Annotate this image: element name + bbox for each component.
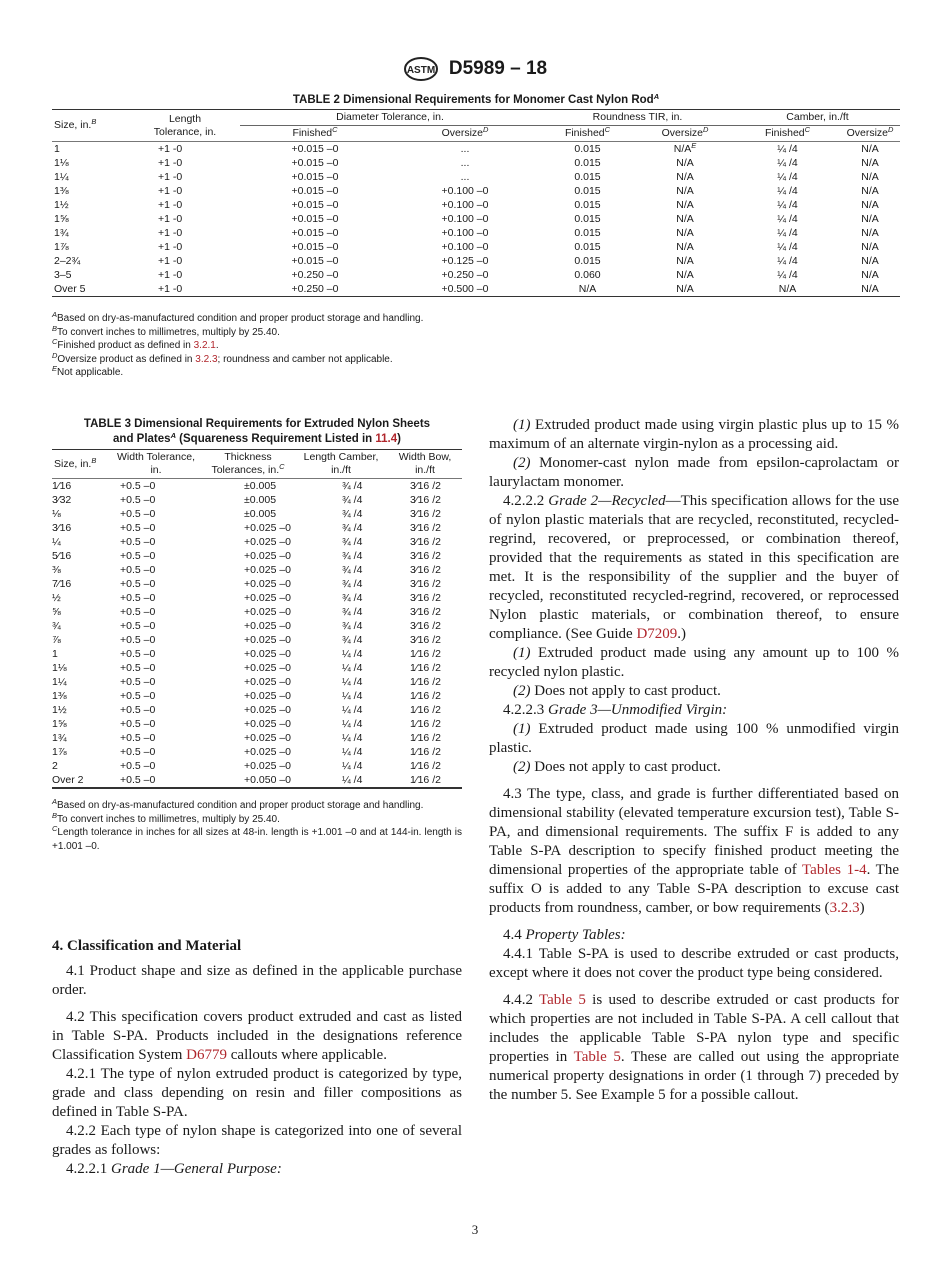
- table-row: [52, 226, 900, 240]
- table-cell: ¾ /4: [342, 536, 363, 548]
- table-cell: +0.5 –0: [120, 480, 156, 492]
- table-cell: +0.025 –0: [244, 564, 292, 576]
- table-cell: +0.5 –0: [120, 620, 156, 632]
- table-cell: ⅝: [52, 606, 61, 618]
- table-cell: +0.5 –0: [120, 704, 156, 716]
- table-cell: ⅞: [52, 634, 61, 646]
- table-cell: N/A: [861, 269, 879, 281]
- table-row: [52, 703, 462, 717]
- table-cell: +1 -0: [158, 143, 183, 155]
- table-cell: 3⁄16 /2: [410, 480, 441, 492]
- grade1-item-1: (1) Extruded product made using virgin plastic plus up to 15 % maximum of an alternate virgin-nylon as a processing aid.: [489, 417, 899, 452]
- table-cell: ¼ /4: [777, 157, 798, 169]
- table-cell: 3⁄16 /2: [410, 606, 441, 618]
- section-link[interactable]: 3.2.3: [195, 353, 218, 365]
- table-cell: ¼ /4: [777, 227, 798, 239]
- table-cell: +0.025 –0: [244, 606, 292, 618]
- table-cell: N/A: [861, 185, 879, 197]
- table-row: [52, 619, 462, 633]
- table-cell: +0.5 –0: [120, 550, 156, 562]
- table-cell: ¼ /4: [777, 213, 798, 225]
- table-row: [52, 647, 462, 661]
- table-cell: +0.5 –0: [120, 578, 156, 590]
- table-cell: 1: [52, 648, 58, 660]
- header-finished: Finished$^C$: [735, 126, 840, 142]
- footnote: $^B$To convert inches to millimetres, multiply by 25.40.: [52, 323, 280, 338]
- table-cell: 0.015: [574, 143, 601, 155]
- table-cell: ¼ /4: [342, 662, 363, 674]
- table-cell: 0.015: [574, 171, 601, 183]
- table-cell: ¼ /4: [294, 773, 388, 788]
- table-cell: +0.125 –0: [441, 255, 489, 267]
- table-cell: 3⁄16 /2: [410, 592, 441, 604]
- table-cell: ⅛: [52, 508, 61, 520]
- table-cell: ±0.005: [244, 494, 277, 506]
- table-cell: ...: [460, 157, 470, 169]
- paragraph-4-2-2-2: 4.2.2.2 Grade 2—Recycled—This specification allows for the use of nylon plastic materials that are recycled, reconstituted, recycled-regrind, recovered, or preprocessed, or combination thereof, provided that the requirements as stated in this specification are met. It is the responsibility of the supplier and the buyer of recycled, reconstituted recycled-regrind, recovered, or reprocessed Nylon plastic materials, or combination thereof, to ensure compliance. (See Guide D7209.): [489, 493, 899, 642]
- footnote: $^A$Based on dry-as-manufactured condition and proper product storage and handling.: [52, 310, 424, 324]
- table-cell: +0.025 –0: [244, 662, 292, 674]
- table-cell: 2: [52, 760, 58, 772]
- document-id: D5989 – 18: [448, 58, 548, 79]
- table-row: [52, 689, 462, 703]
- table-cell: +0.5 –0: [120, 536, 156, 548]
- table-cell: N/A: [635, 282, 735, 297]
- table-cell: N/A$^E$: [673, 141, 697, 155]
- table-cell: 3⁄16 /2: [410, 634, 441, 646]
- grade2-item-2: (2) Does not apply to cast product.: [513, 683, 721, 699]
- table-row: [52, 605, 462, 619]
- header-size: Size, in.$^B$: [52, 110, 130, 142]
- table-cell: +0.5 –0: [120, 564, 156, 576]
- table-row: [52, 633, 462, 647]
- table-row: [52, 717, 462, 731]
- table-cell: ¾ /4: [342, 564, 363, 576]
- table2-footnotes: [52, 312, 900, 380]
- table-cell: ¾ /4: [342, 606, 363, 618]
- table-row: [52, 661, 462, 675]
- header-width-tolerance: Width Tolerance, in.: [110, 450, 202, 479]
- table-row: [52, 479, 462, 494]
- header-finished: Finished$^C$: [240, 126, 390, 142]
- page-number: 3: [471, 1222, 479, 1237]
- table-cell: +0.5 –0: [120, 522, 156, 534]
- table-row: [52, 507, 462, 521]
- table-row: [52, 675, 462, 689]
- header-width-bow: Width Bow, in./ft: [388, 450, 462, 479]
- table-cell: N/A: [861, 157, 879, 169]
- table-cell: 1⁄16 /2: [410, 746, 441, 758]
- table-cell: 1⁄16 /2: [388, 773, 462, 788]
- header-size: Size, in.$^B$: [52, 450, 110, 479]
- table-cell: 1¾: [52, 732, 67, 744]
- table-row: [52, 254, 900, 268]
- table-cell: ¼ /4: [777, 255, 798, 267]
- table-row: [52, 282, 900, 297]
- table-cell: 1¼: [54, 171, 69, 183]
- header-oversize: Oversize$^D$: [635, 126, 735, 142]
- table-cell: ¼ /4: [342, 718, 363, 730]
- table-cell: +0.5 –0: [120, 592, 156, 604]
- table-cell: ¼ /4: [777, 269, 798, 281]
- table-cell: ¾ /4: [342, 592, 363, 604]
- table-cell: 1⁄16 /2: [410, 690, 441, 702]
- table-cell: +0.025 –0: [244, 704, 292, 716]
- header-length-camber: Length Camber, in./ft: [294, 450, 388, 479]
- table-cell: +0.015 –0: [291, 255, 339, 267]
- grade3-item-2: (2) Does not apply to cast product.: [513, 759, 721, 775]
- table-cell: ¾ /4: [342, 480, 363, 492]
- footnote: $^D$Oversize product as defined in 3.2.3; roundness and camber not applicable.: [52, 350, 393, 365]
- paragraph-4-2-2: 4.2.2 Each type of nylon shape is categorized into one of several grades as follows:: [52, 1123, 462, 1158]
- table-cell: +0.015 –0: [291, 199, 339, 211]
- table-cell: 1⁄16: [52, 480, 72, 492]
- paragraph-4-2-2-1: 4.2.2.1 Grade 1—General Purpose:: [66, 1161, 282, 1177]
- paragraph-4-4-2: 4.4.2 Table 5 is used to describe extruded or cast products for which properties are not included in Table S-PA. A cell callout that includes the applicable Table S-PA nylon type and specific properties in Table 5. These are called out using the appropriate numerical property designations in order (1 through 7) preceded by the number 5. See Example 5 for a possible callout.: [489, 992, 899, 1103]
- table-row: [52, 184, 900, 198]
- table-cell: +0.025 –0: [244, 746, 292, 758]
- table-cell: N/A: [861, 171, 879, 183]
- table3: [52, 449, 462, 789]
- table-cell: +0.5 –0: [120, 760, 156, 772]
- table-cell: +0.025 –0: [244, 620, 292, 632]
- table-cell: +0.025 –0: [244, 690, 292, 702]
- table-cell: +1 -0: [158, 241, 183, 253]
- svg-text:ASTM: ASTM: [406, 65, 436, 76]
- table-cell: 3⁄16: [52, 522, 72, 534]
- table-cell: +0.5 –0: [120, 676, 156, 688]
- table-cell: +1 -0: [158, 227, 183, 239]
- table-cell: 1½: [52, 704, 67, 716]
- table-cell: ¼ /4: [342, 760, 363, 772]
- table-cell: +0.5 –0: [120, 508, 156, 520]
- table-cell: N/A: [861, 213, 879, 225]
- table-cell: ¾ /4: [342, 508, 363, 520]
- table-cell: +0.5 –0: [120, 718, 156, 730]
- document-header: [0, 56, 950, 82]
- table-cell: 3⁄16 /2: [410, 550, 441, 562]
- table-cell: +0.025 –0: [244, 676, 292, 688]
- table-cell: 3⁄16 /2: [410, 536, 441, 548]
- table-cell: 0.015: [574, 185, 601, 197]
- table-cell: 0.015: [574, 255, 601, 267]
- table-cell: N/A: [676, 157, 694, 169]
- table-cell: +0.5 –0: [110, 773, 202, 788]
- table-cell: 3⁄16 /2: [410, 508, 441, 520]
- table-cell: 2–2¾: [54, 255, 81, 267]
- astm-logo-icon: [403, 56, 439, 82]
- table-cell: +1 -0: [158, 255, 183, 267]
- table-cell: ¼ /4: [777, 185, 798, 197]
- table-cell: ¼ /4: [342, 690, 363, 702]
- grade2-item-1: (1) Extruded product made using any amount up to 100 % recycled nylon plastic.: [489, 645, 899, 680]
- table-cell: 0.015: [574, 199, 601, 211]
- table-cell: 1¾: [54, 227, 69, 239]
- table-cell: 1⅝: [54, 213, 69, 225]
- table2: [52, 109, 900, 297]
- table-cell: N/A: [861, 143, 879, 155]
- header-finished: Finished$^C$: [540, 126, 635, 142]
- table-cell: N/A: [840, 282, 900, 297]
- table-cell: 1⁄16 /2: [410, 704, 441, 716]
- table-row: [52, 156, 900, 170]
- table-cell: 3⁄16 /2: [410, 494, 441, 506]
- table-row: [52, 268, 900, 282]
- table-cell: +0.5 –0: [120, 634, 156, 646]
- paragraph-4-4: 4.4 Property Tables:: [503, 927, 626, 943]
- table-cell: N/A: [676, 185, 694, 197]
- table-cell: +0.025 –0: [244, 648, 292, 660]
- table-cell: ¾ /4: [342, 578, 363, 590]
- table-cell: N/A: [676, 171, 694, 183]
- table-cell: N/A: [861, 227, 879, 239]
- table-cell: 0.015: [574, 157, 601, 169]
- table-cell: ¼: [52, 536, 61, 548]
- table-cell: ¼ /4: [342, 732, 363, 744]
- footnote: $^C$Finished product as defined in 3.2.1.: [52, 337, 219, 351]
- table-row: [52, 759, 462, 773]
- table-cell: +0.015 –0: [291, 143, 339, 155]
- table-cell: +0.025 –0: [244, 732, 292, 744]
- table3-footnotes: [52, 799, 462, 853]
- table-cell: N/A: [676, 241, 694, 253]
- table-cell: ⅜: [52, 564, 61, 576]
- table-row: [52, 170, 900, 184]
- paragraph-4-2-1: 4.2.1 The type of nylon extruded product is categorized by type, grade and class depending on resin and filler compositions as defined in Table S-PA.: [52, 1066, 462, 1120]
- table-cell: +0.025 –0: [244, 718, 292, 730]
- table-cell: +1 -0: [130, 282, 240, 297]
- table-cell: +0.5 –0: [120, 662, 156, 674]
- section-link-3-2-3[interactable]: 3.2.3: [829, 900, 860, 916]
- table-cell: +0.050 –0: [202, 773, 294, 788]
- table-cell: +0.250 –0: [441, 269, 489, 281]
- table-cell: ±0.005: [244, 480, 277, 492]
- table-row: [52, 212, 900, 226]
- table-cell: +0.100 –0: [441, 227, 489, 239]
- header-thickness-tolerance: Thickness Tolerances, in.$^C$: [202, 450, 294, 479]
- table-cell: +0.100 –0: [441, 185, 489, 197]
- table-cell: ¾ /4: [342, 522, 363, 534]
- table-cell: ¼ /4: [342, 746, 363, 758]
- table-cell: 0.060: [574, 269, 601, 281]
- table-cell: N/A: [676, 255, 694, 267]
- section-heading: 4. Classification and Material: [52, 938, 242, 954]
- table-cell: 1½: [54, 199, 69, 211]
- table-row: [52, 493, 462, 507]
- table-row: [52, 535, 462, 549]
- table-cell: 1⅜: [54, 185, 69, 197]
- table-cell: +0.025 –0: [244, 760, 292, 772]
- table-row: [52, 198, 900, 212]
- table-cell: +0.500 –0: [390, 282, 540, 297]
- table-cell: +0.015 –0: [291, 213, 339, 225]
- table-cell: ¼ /4: [342, 648, 363, 660]
- table-cell: 3⁄32: [52, 494, 72, 506]
- table-cell: +1 -0: [158, 269, 183, 281]
- table-cell: +0.5 –0: [120, 648, 156, 660]
- table-row: [52, 549, 462, 563]
- table-cell: 1: [54, 143, 60, 155]
- grade1-item-2: (2) Monomer-cast nylon made from epsilon-caprolactam or laurylactam monomer.: [489, 455, 899, 490]
- section-link-11-4[interactable]: 11.4: [375, 433, 398, 445]
- table-cell: 5⁄16: [52, 550, 72, 562]
- table-cell: 0.015: [574, 227, 601, 239]
- table-cell: +0.015 –0: [291, 171, 339, 183]
- table2-title: TABLE 2 Dimensional Requirements for Monomer Cast Nylon Rod$^A$: [292, 92, 660, 106]
- table-cell: +0.025 –0: [244, 634, 292, 646]
- table-cell: Over 2: [52, 773, 110, 788]
- grade3-item-1: (1) Extruded product made using 100 % unmodified virgin plastic.: [489, 721, 899, 756]
- table-cell: 3⁄16 /2: [410, 522, 441, 534]
- table-row: [52, 240, 900, 254]
- table-cell: +0.250 –0: [291, 269, 339, 281]
- paragraph-4-3: 4.3 The type, class, and grade is further differentiated based on dimensional stability (elevated temperature excursion test), Table S-PA, and dimensional requirements. The suffix F is added to any Table S-PA description to specify finished product meeting the dimensional properties of the appropriate table of Tables 1-4. The suffix O is added to any Table S-PA description to excuse cast products from roundness, camber, or bow requirements (3.2.3): [489, 786, 899, 916]
- table-cell: ¼ /4: [777, 143, 798, 155]
- table-cell: N/A: [676, 213, 694, 225]
- table-cell: +0.015 –0: [291, 185, 339, 197]
- table-cell: 0.015: [574, 241, 601, 253]
- table-cell: N/A: [735, 282, 840, 297]
- table-cell: 1⁄16 /2: [410, 718, 441, 730]
- table-cell: +0.5 –0: [120, 746, 156, 758]
- table-cell: +0.015 –0: [291, 227, 339, 239]
- table-cell: +0.100 –0: [441, 199, 489, 211]
- table-cell: 1⁄16 /2: [410, 732, 441, 744]
- table-cell: 1⅝: [52, 718, 67, 730]
- table-row: [52, 577, 462, 591]
- header-length-tolerance: Length Tolerance, in.: [130, 110, 240, 142]
- table3-title: TABLE 3 Dimensional Requirements for Extruded Nylon Sheets and Plates$^A$ (Squareness Requirement Listed in 11.4): [83, 418, 431, 445]
- table-row: [52, 731, 462, 745]
- table-cell: 1⅛: [54, 157, 69, 169]
- table-cell: +0.025 –0: [244, 536, 292, 548]
- paragraph-4-2: 4.2 This specification covers product extruded and cast as listed in Table S-PA. Products included in the designations reference Classification System D6779 callouts where applicable.: [52, 1009, 462, 1063]
- table-cell: +0.025 –0: [244, 592, 292, 604]
- table-cell: ¾ /4: [342, 494, 363, 506]
- table-cell: 3⁄16 /2: [410, 578, 441, 590]
- left-column: [52, 937, 462, 1179]
- table-cell: ¼ /4: [342, 704, 363, 716]
- table-cell: 1⅜: [52, 690, 67, 702]
- table-cell: +0.025 –0: [244, 550, 292, 562]
- table-cell: ¼ /4: [342, 676, 363, 688]
- table-cell: Over 5: [52, 282, 130, 297]
- table-cell: 7⁄16: [52, 578, 72, 590]
- table-cell: 3⁄16 /2: [410, 620, 441, 632]
- footnote: $^C$Length tolerance in inches for all sizes at 48-in. length is +1.001 –0 and at 144-in. length is +1.001 –0.: [52, 824, 462, 852]
- standard-link-d6779[interactable]: D6779: [186, 1047, 228, 1063]
- table-cell: +1 -0: [158, 213, 183, 225]
- header-oversize: Oversize$^D$: [840, 126, 900, 142]
- footnote: $^A$Based on dry-as-manufactured condition and proper product storage and handling.: [52, 797, 424, 811]
- table-cell: ...: [460, 171, 470, 183]
- table-cell: 3–5: [54, 269, 72, 281]
- table-row: [52, 745, 462, 759]
- footnote: $^B$To convert inches to millimetres, multiply by 25.40.: [52, 810, 280, 825]
- standard-link-d7209[interactable]: D7209: [636, 626, 678, 642]
- table-cell: N/A: [676, 227, 694, 239]
- table-cell: +1 -0: [158, 185, 183, 197]
- table-cell: ¼ /4: [777, 241, 798, 253]
- header-oversize: Oversize$^D$: [390, 126, 540, 142]
- table-cell: 1¼: [52, 676, 67, 688]
- table-cell: 1⁄16 /2: [410, 662, 441, 674]
- table-cell: 1⅛: [52, 662, 67, 674]
- table-cell: +0.100 –0: [441, 241, 489, 253]
- table-cell: 1⅞: [52, 746, 67, 758]
- table-cell: +0.5 –0: [120, 732, 156, 744]
- table-cell: +0.025 –0: [244, 522, 292, 534]
- table-cell: N/A: [861, 199, 879, 211]
- table-cell: 1⁄16 /2: [410, 648, 441, 660]
- table-cell: +1 -0: [158, 199, 183, 211]
- table-cell: 0.015: [574, 213, 601, 225]
- footnote: $^E$Not applicable.: [52, 364, 124, 378]
- table-cell: +0.025 –0: [244, 578, 292, 590]
- table-cell: ½: [52, 592, 61, 604]
- table-cell: 1⁄16 /2: [410, 760, 441, 772]
- table-cell: +0.100 –0: [441, 213, 489, 225]
- paragraph-4-2-2-3: 4.2.2.3 Grade 3—Unmodified Virgin:: [503, 702, 728, 718]
- table-cell: N/A: [676, 199, 694, 211]
- table-row: [52, 142, 900, 157]
- table-cell: +0.015 –0: [291, 241, 339, 253]
- table-cell: ¾ /4: [342, 620, 363, 632]
- table-link-5[interactable]: Table 5: [539, 992, 586, 1008]
- table-row: [52, 563, 462, 577]
- header-camber: Camber, in./ft: [735, 110, 900, 126]
- table-cell: ¾ /4: [342, 634, 363, 646]
- table-cell: N/A: [676, 269, 694, 281]
- table-cell: 1⅞: [54, 241, 69, 253]
- table-cell: N/A: [861, 241, 879, 253]
- paragraph-4-1: 4.1 Product shape and size as defined in the applicable purchase order.: [52, 963, 462, 998]
- tables-link-1-4[interactable]: Tables 1-4: [802, 862, 867, 878]
- table-cell: ±0.005: [244, 508, 277, 520]
- header-roundness: Roundness TIR, in.: [540, 110, 735, 126]
- table-row: [52, 773, 462, 788]
- section-link[interactable]: 3.2.1: [193, 340, 216, 351]
- table-cell: +0.015 –0: [291, 157, 339, 169]
- table-cell: ¾: [52, 620, 61, 632]
- table-cell: +0.5 –0: [120, 606, 156, 618]
- table-link-5[interactable]: Table 5: [573, 1049, 621, 1065]
- table-cell: N/A: [540, 282, 635, 297]
- table-row: [52, 591, 462, 605]
- table-row: [52, 521, 462, 535]
- table-cell: 3⁄16 /2: [410, 564, 441, 576]
- right-column: [489, 416, 899, 1105]
- table-cell: ¼ /4: [777, 171, 798, 183]
- table-cell: +0.5 –0: [120, 690, 156, 702]
- header-diameter-tolerance: Diameter Tolerance, in.: [240, 110, 540, 126]
- table-cell: 1⁄16 /2: [410, 676, 441, 688]
- paragraph-4-4-1: 4.4.1 Table S-PA is used to describe extruded or cast products, except where it does not cover the product type being considered.: [489, 946, 899, 981]
- table-cell: +1 -0: [158, 157, 183, 169]
- table-cell: +0.5 –0: [120, 494, 156, 506]
- table-cell: +1 -0: [158, 171, 183, 183]
- table-cell: ¾ /4: [342, 550, 363, 562]
- table-cell: ¼ /4: [777, 199, 798, 211]
- table-cell: ...: [460, 143, 470, 155]
- table-cell: N/A: [861, 255, 879, 267]
- table-cell: +0.250 –0: [240, 282, 390, 297]
